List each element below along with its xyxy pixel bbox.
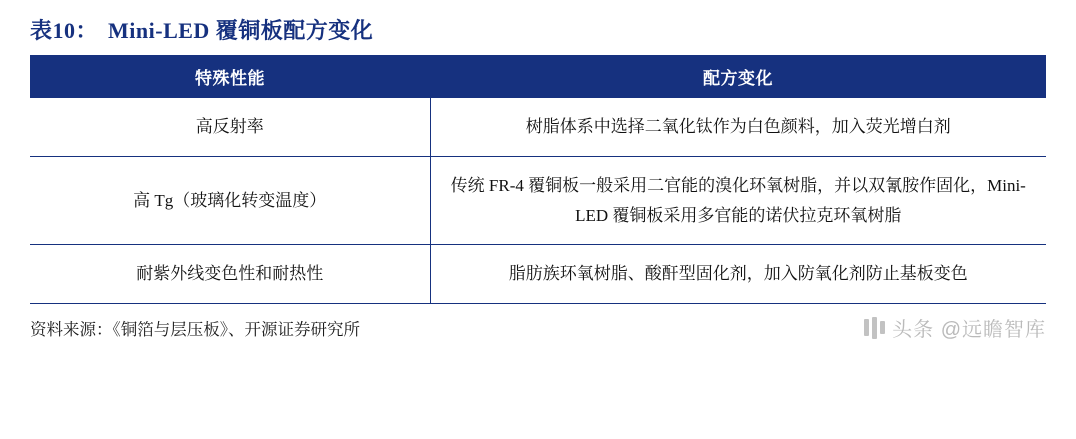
figure-title-label: 表10： bbox=[30, 18, 99, 43]
cell-formula: 树脂体系中选择二氧化钛作为白色颜料，加入荧光增白剂 bbox=[430, 98, 1046, 156]
watermark-logo-icon bbox=[864, 317, 885, 339]
cell-property: 耐紫外线变色性和耐热性 bbox=[30, 245, 430, 304]
table-header-row bbox=[30, 55, 1046, 98]
table-body bbox=[30, 98, 1046, 304]
table-header bbox=[30, 55, 1046, 98]
table-row bbox=[30, 245, 1046, 304]
table-row bbox=[30, 156, 1046, 245]
formula-change-table bbox=[30, 55, 1046, 304]
figure-title-text: Mini-LED 覆铜板配方变化 bbox=[108, 18, 374, 43]
watermark-text: 头条 @远瞻智库 bbox=[892, 319, 1046, 341]
cell-property: 高 Tg（玻璃化转变温度） bbox=[30, 156, 430, 245]
source-note: 资料来源：《铜箔与层压板》、开源证券研究所 bbox=[30, 319, 360, 339]
cell-property: 高反射率 bbox=[30, 98, 430, 156]
watermark bbox=[864, 313, 1046, 342]
table-row bbox=[30, 98, 1046, 156]
figure-title bbox=[30, 0, 1046, 55]
column-header-property: 特殊性能 bbox=[30, 55, 430, 98]
cell-formula: 传统 FR-4 覆铜板一般采用二官能的溴化环氧树脂，并以双氰胺作固化，Mini-LED 覆铜板采用多官能的诺伏拉克环氧树脂 bbox=[430, 156, 1046, 245]
source-row bbox=[30, 304, 1046, 342]
column-header-formula: 配方变化 bbox=[430, 55, 1046, 98]
cell-formula: 脂肪族环氧树脂、酸酐型固化剂，加入防氧化剂防止基板变色 bbox=[430, 245, 1046, 304]
